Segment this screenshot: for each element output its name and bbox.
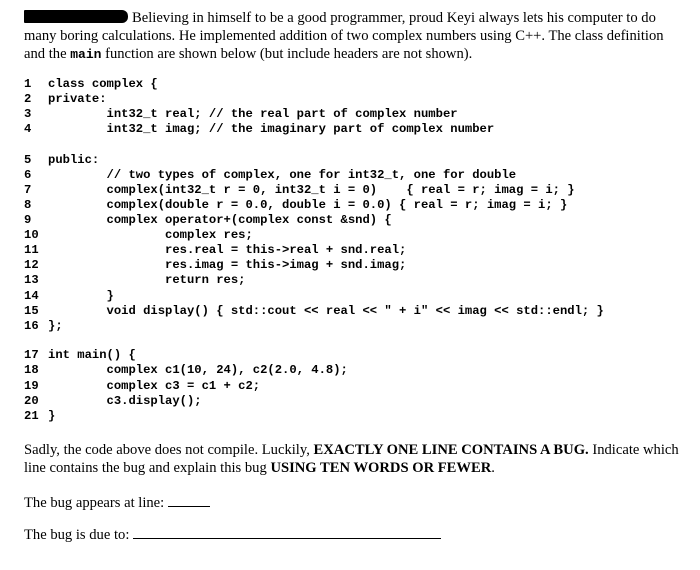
- code-text: }: [48, 409, 56, 423]
- code-text: public:: [48, 153, 100, 167]
- line-number: 21: [24, 409, 39, 423]
- line-number: 19: [24, 379, 39, 393]
- line-number: 4: [24, 122, 32, 136]
- question-text-1: Sadly, the code above does not compile. Luckily,: [24, 442, 310, 458]
- answer-line-row: [24, 492, 684, 512]
- code-text: class complex {: [48, 77, 158, 91]
- line-number: 5: [24, 153, 32, 167]
- line-number: 20: [24, 394, 39, 408]
- question-bold-1: EXACTLY ONE LINE CONTAINS A BUG.: [313, 442, 589, 458]
- line-number: 17: [24, 348, 39, 362]
- line-number: 6: [24, 168, 32, 182]
- line-number: 3: [24, 107, 32, 121]
- line-number: 14: [24, 289, 39, 303]
- bug-due-label: The bug is due to:: [24, 527, 130, 543]
- code-text: }: [48, 289, 114, 303]
- line-number: 1: [24, 77, 32, 91]
- code-text: void display() { std::cout << real << " + i" << imag << std::endl; }: [48, 304, 604, 318]
- intro-tail: function are shown below (but include headers are not shown).: [105, 46, 473, 62]
- code-text: complex res;: [48, 228, 253, 242]
- answer-due-row: [24, 524, 684, 544]
- line-number: 9: [24, 213, 32, 227]
- code-text: res.imag = this->imag + snd.imag;: [48, 258, 407, 272]
- bug-line-label: The bug appears at line:: [24, 495, 165, 511]
- code-text: int32_t real; // the real part of complex number: [48, 107, 458, 121]
- code-text: res.real = this->real + snd.real;: [48, 243, 407, 257]
- code-text: int main() {: [48, 348, 136, 362]
- code-text: complex c1(10, 24), c2(2.0, 4.8);: [48, 363, 348, 377]
- code-text: private:: [48, 92, 107, 106]
- code-text: complex(double r = 0.0, double i = 0.0) { real = r; imag = i; }: [48, 198, 568, 212]
- code-text: // two types of complex, one for int32_t, one for double: [48, 168, 517, 182]
- code-text: return res;: [48, 273, 246, 287]
- bug-line-answer-field[interactable]: [168, 492, 210, 507]
- code-text: complex(int32_t r = 0, int32_t i = 0) { real = r; imag = i; }: [48, 183, 575, 197]
- code-text: c3.display();: [48, 394, 202, 408]
- line-number: 13: [24, 273, 39, 287]
- line-number: 8: [24, 198, 32, 212]
- redacted-region: [24, 10, 128, 23]
- problem-intro: [24, 9, 684, 64]
- line-number: 11: [24, 243, 39, 257]
- question-bold-2: USING TEN WORDS OR FEWER: [270, 460, 492, 476]
- question-text: [24, 441, 684, 477]
- code-text: };: [48, 319, 63, 333]
- line-number: 2: [24, 92, 32, 106]
- line-number: 10: [24, 228, 39, 242]
- code-text: int32_t imag; // the imaginary part of complex number: [48, 122, 495, 136]
- line-number: 12: [24, 258, 39, 272]
- bug-due-answer-field[interactable]: [133, 524, 441, 539]
- question-text-3: .: [491, 460, 495, 476]
- code-text: complex c3 = c1 + c2;: [48, 379, 261, 393]
- line-number: 15: [24, 304, 39, 318]
- line-number: 7: [24, 183, 32, 197]
- question-text-2: Indicate which line contains the bug and explain this bug: [24, 442, 679, 476]
- intro-text: Believing in himself to be a good programmer, proud Keyi always lets his computer to do many boring calculations. He implemented addition of two complex numbers using C++. The class definition and the: [24, 10, 664, 62]
- code-text: complex operator+(complex const &snd) {: [48, 213, 392, 227]
- line-number: 16: [24, 319, 39, 333]
- line-number: 18: [24, 363, 39, 377]
- intro-code-word: main: [70, 47, 102, 62]
